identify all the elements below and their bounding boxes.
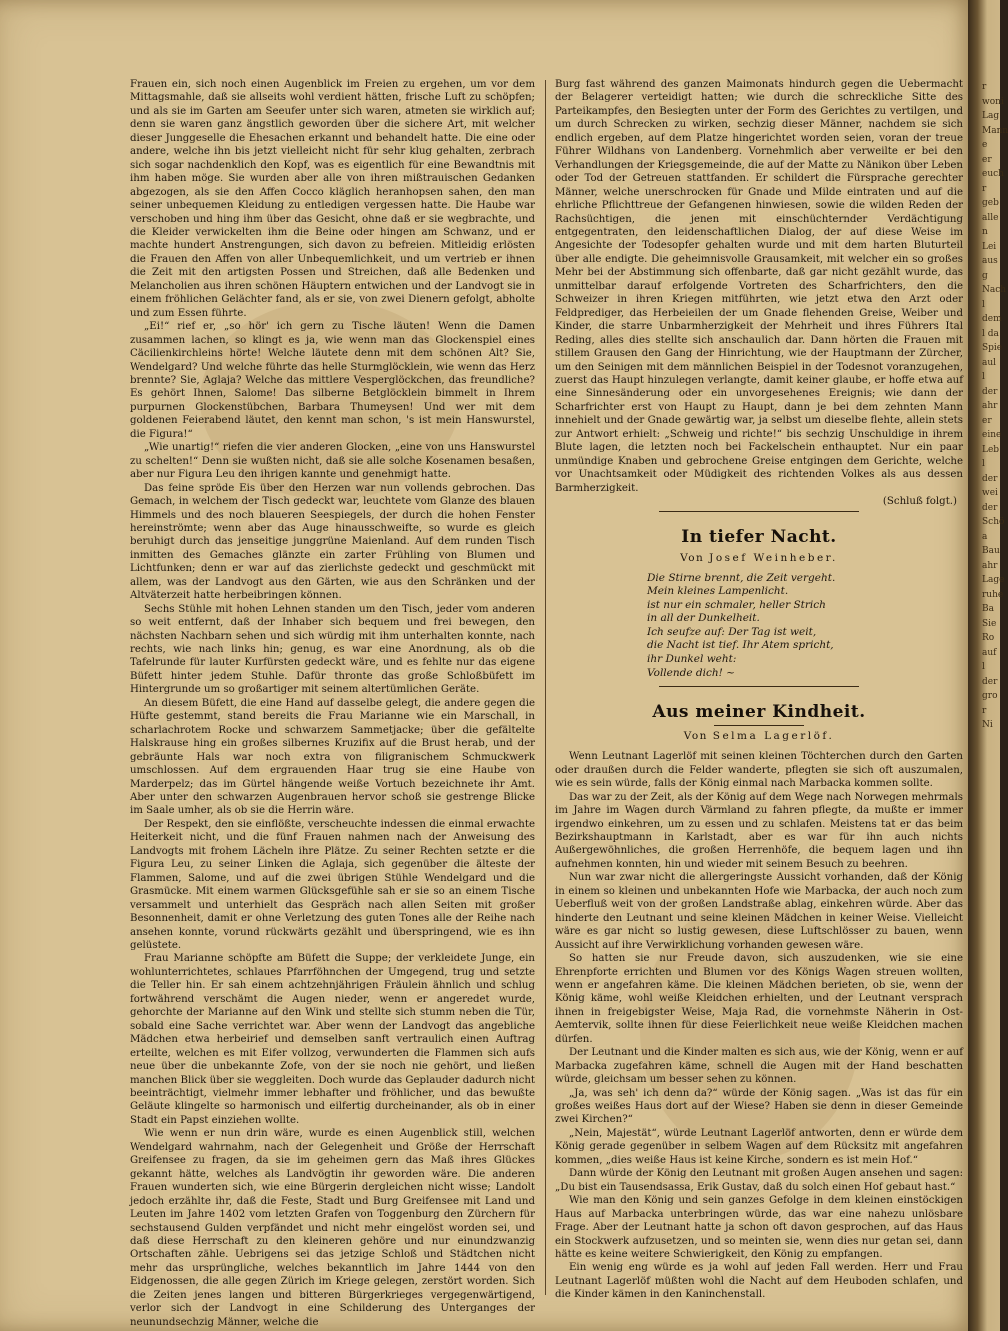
paragraph: Wenn Leutnant Lagerlöf mit seinen kleinen Töchterchen durch den Garten oder draußen durch die Felder wanderte, pflegten sie sich oft auszumalen, wie es sein würde, falls der König einmal nach Marbacka kommen sollte. — [555, 751, 963, 790]
paragraph: Nun war zwar nicht die allergeringste Aussicht vorhanden, daß der König in einem so kleinen und unbekannten Hofe wie Marbacka, der auch noch zum Ueberfluß weit von der großen Landstraße ablag, einkehren würde. Aber das hinderte den Leutnant und seine kleinen Mädchen in keiner Weise. Vielleicht wäre es gar nicht so lustig gewesen, diese Luftschlösser zu bauen, wenn Aussicht auf ihre Verwirklichung vorhanden gewesen wäre. — [555, 872, 963, 951]
poem-title: In tiefer Nacht. — [681, 526, 837, 547]
paragraph: „Wie unartig!“ riefen die vier anderen Glocken, „eine von uns Hanswurstel zu schelten!“ Denn sie wußten nicht, daß sie alle solche Kosenamen besaßen, aber nur Figura Leu den ihrigen kannte und genehmigt hatte. — [130, 442, 535, 481]
paragraph: Wie wenn er nun drin wäre, wurde es einen Augenblick still, welchen Wendelgard wahrnahm, nach der Gelegenheit und Größe der Herrschaft Greifensee zu fragen, da sie im geheimen gern das Maß ihres Glückes gekannt hätte, welches als Landvögtin ihr geworden wäre. Die anderen Frauen wunderten sich, wie eine Bürgerin dergleichen nicht wisse; Landolt jedoch erzählte ihr, daß die Feste, Stadt und Burg Greifensee mit Land und Leuten im Jahre 1402 vom letzten Grafen von Toggenburg den Zürchern für sechstausend Gulden verpfändet und nicht mehr eingelöst worden sei, und daß diese Herrschaft zu den kleineren gehöre und nur einundzwanzig Ortschaften zähle. Uebrigens sei das jetzige Schloß und Städtchen nicht mehr das ursprüngliche, welches bekanntlich im Jahre 1444 von den Eidgenossen, die alle gegen Zürich im Kriege gelegen, zerstört worden. Sich die Zeiten jenes langen und bitteren Bürgerkrieges vergegenwärtigend, verlor sich der Landvogt in eine Schilderung des Unterganges der neunundsechzig Männer, welche die — [130, 1128, 535, 1328]
paragraph: Dann würde der König den Leutnant mit großen Augen ansehen und sagen: „Du bist ein Tausendsassa, Erik Gustav, daß du solch einen Hof gebaut hast.“ — [555, 1168, 963, 1193]
fold-fragment: Mann — [982, 125, 1008, 136]
fold-fragment: ruhe — [982, 589, 1004, 600]
fold-fragment: auf — [982, 647, 997, 658]
poem-line: in all der Dunkelheit. — [647, 612, 760, 625]
fold-fragment: l da — [982, 328, 999, 339]
fold-fragment: woni — [982, 96, 1004, 107]
byline-prefix: Von — [683, 730, 708, 743]
fold-fragment: Bau — [982, 546, 1000, 556]
poem-line: Mein kleines Lampenlicht. — [647, 585, 789, 598]
article-byline — [555, 729, 963, 744]
continuation-note: (Schluß folgt.) — [882, 496, 957, 508]
fold-fragment: Sie — [982, 618, 997, 629]
fold-fragment: er — [982, 154, 992, 165]
fold-fragment: a — [982, 531, 988, 542]
poem-body — [647, 572, 963, 681]
fold-fragment: dem — [982, 314, 1002, 324]
fold-fragment: g — [982, 270, 988, 281]
fold-fragment: geb — [982, 198, 999, 208]
novel-continuation — [555, 78, 963, 495]
paragraph: „Ei!“ rief er, „so hör' ich gern zu Tische läuten! Wenn die Damen zusammen lachen, so klingt es ja, wie wenn man das Glockenspiel eines Cäcilienkirchleins hörte! Welche läutete denn mit dem schönen Alt? Sie, Wendelgard? Und welche führte das helle Sturmglöcklein, wie wenn das Herz brennte? Sie, Aglaja? Welche das mittlere Vesperglöckchen, das freundliche? Es gehört Ihnen, Salome! Das silberne Betglöcklein bimmelt in Ihrem purpurnen Glockenstübchen, Barbara Thumeysen! Und wer mit dem goldenen Feierabend läutet, den kennt man schon, 's ist mein Hanswurstel, die Figura!“ — [130, 321, 535, 440]
fold-fragment: alle — [982, 212, 999, 223]
fold-fragment: aul — [982, 357, 997, 368]
poem-author: Josef Weinheber. — [709, 551, 838, 564]
fold-fragment: l — [982, 299, 985, 310]
article-title: Aus meiner Kindheit. — [652, 702, 866, 723]
paragraph: Sechs Stühle mit hohen Lehnen standen um den Tisch, jeder vom anderen so weit entfernt, daß der Inhaber sich bequem und frei bewegen, den nächsten Nachbarn sehen und sich würdig mit ihm unterhalten konnte, nach rechts, wie nach links hin; genug, es war eine Anordnung, als ob die Tafelrunde für lauter Kurfürsten gedeckt wäre, und es fehlte nur das eigene Büfett hinter jedem Stuhle. Dafür thronte das große Schloßbüfett im Hintergrunde um so großartiger mit seinem altertümlichen Geräte. — [130, 603, 535, 696]
poem-line: ist nur ein schmaler, heller Strich — [647, 598, 826, 611]
fold-fragment: r — [982, 705, 987, 716]
paragraph: Frau Marianne schöpfte am Büfett die Suppe; der verkleidete Junge, ein wohlunterrichtetes, schlaues Pfarrföhnchen der Umgegend, trug und setzte die Teller hin. Er sah einem achtzehnjährigen Fräulein ähnlich und schlug fortwährend verschämt die Augen nieder, wenn er angeredet wurde, gehorchte der Marianne auf den Wink und stellte sich stumm neben die Tür, sobald eine Sache verrichtet war. Aber wenn der Landvogt das angebliche Mädchen etwa herbeirief und demselben sanft vertraulich einen Auftrag erteilte, welchen es mit Eifer vollzog, verwunderten die Flammen sich aufs neue über die unbekannte Zofe, von der sie noch nie gehört, und ließen manchen Blick über sie weggleiten. Doch wurde das Geplauder dadurch nicht beeinträchtigt, vielmehr immer lebhafter und fröhlicher, und das bewußte Geläute klingelte so harmonisch und eilfertig durcheinander, als ob in einer Stadt ein Papst einziehen wollte. — [130, 953, 535, 1126]
next-page-edge-text — [982, 80, 1008, 733]
fold-fragment: Schö — [982, 517, 1005, 527]
article-body — [555, 750, 963, 1302]
paragraph: Wie man den König und sein ganzes Gefolge in dem kleinen einstöckigen Haus auf Marbacka unterbringen würde, das war eine nahezu unlösbare Frage. Aber der Leutnant hatte ja schon oft davon gesprochen, auf das Haus ein Stockwerk aufzusetzen, und so meinten sie, wenn dies nur getan sei, dann hätte es keine weitere Schwierigkeit, den König zu empfangen. — [555, 1195, 963, 1261]
paragraph: So hatten sie nur Freude davon, sich auszudenken, wie sie eine Ehrenpforte errichten und Blumen vor des Königs Wagen streuen wollten, wenn er angefahren käme. Die kleinen Mädchen berieten, ob sie, wenn der König käme, wohl weiße Kleidchen erhielten, und der Leutnant versprach ihnen in freigebigster Weise, Maja Rad, die vornehmste Näherin in Ost-Aemtervik, sollte ihnen für diese Feierlichkeit neue weiße Kleidchen machen dürfen. — [555, 953, 963, 1045]
paragraph: Burg fast während des ganzen Maimonats hindurch gegen die Uebermacht der Belagerer verteidigt hatten; wie durch die schreckliche Sitte des Parteikampfes, den Besiegten unter der Form des Gerichtes zu vertilgen, und um durch Schrecken zu wirken, sechzig dieser Männer, nachdem sie sich endlich ergeben, auf dem Platze hingerichtet worden seien, voran der treue Führer Wildhans von Landenberg. Vornehmlich aber verweilte er bei den Verhandlungen der Kriegsgemeinde, die auf der Matte zu Nänikon über Leben oder Tod der Getreuen stattfanden. Er schildert die Fürsprache gerechter Männer, welche unerschrocken für Gnade und Milde eintraten und auf die ehrliche Pflichttreue der Gefangenen hinwiesen, sowie die wilden Reden der Rachsüchtigen, die jenen mit einschüchternder Verdächtigung entgegentraten, den leidenschaftlichen Dialog, der auf diese Weise im Angesichte der Todesopfer gehalten wurde und mit dem harten Bluturteil über alle endigte. Die geheimnisvolle Grausamkeit, mit welcher ein so großes Mehr bei der Abstimmung sich offenbarte, daß gar nicht gezählt wurde, das unmittelbar darauf erfolgende Vortreten des Scharfrichters, den die Schweizer in ihren Kriegen mitführten, wie jetzt etwa den Arzt oder Feldprediger, das Herbeieilen der um Gnade flehenden Greise, Weiber und Kinder, die starre Unbarmherzigkeit der Mehrheit und ihres Führers Ital Reding, alles dies stellte sich anschaulich dar. Dann hörten die Frauen mit stillem Grausen den Gang der Hinrichtung, wie der Hauptmann der Zürcher, um den Seinigen mit dem männlichen Beispiel in der Todesnot voranzugehen, zuerst das Haupt hinzulegen verlangte, damit keiner glaube, er hoffe etwa auf eine Sinnesänderung oder ein unvorgesehenes Ereignis; wie dann der Scharfrichter erst von Haupt zu Haupt, dann je bei dem zehnten Mann innehielt und der Gnade gewärtig war, ja selbst um dieselbe flehte, allein stets zur Antwort erhielt: „Schweig und richte!“ bis sechzig Unschuldige in ihrem Blute lagen, die letzten noch bei Fackelschein enthauptet. Nur ein paar unmündige Knaben und gebrochene Greise entgingen dem Gerichte, welche vor Unachtsamkeit oder Müdigkeit des richtenden Volkes als aus dessen Barmherzigkeit. — [555, 79, 963, 494]
fold-fragment: r — [982, 183, 987, 194]
fold-fragment: euch — [982, 169, 1004, 179]
paragraph: Das war zu der Zeit, als der König auf dem Wege nach Norwegen mehrmals im Jahre im Wagen durch Värmland zu fahren pflegte, da mußte er immer irgendwo einkehren, um zu essen und zu schlafen. Meistens tat er das beim Bezirkshauptmann in Karlstadt, aber es war für ihn auch nichts Außergewöhnliches, die großen Herrenhöfe, die bequem lagen und ihn aufnehmen konnten, hin und wieder mit seinem Besuch zu beehren. — [555, 791, 963, 870]
paragraph: Das feine spröde Eis über den Herzen war nun vollends gebrochen. Das Gemach, in welchem der Tisch gedeckt war, leuchtete vom Glanze des blauen Himmels und des noch blaueren Seespiegels, der durch die hohen Fenster hereinströmte; wenn aber das Auge hinausschweifte, so wurde es gleich beruhigt durch das jenseitige junggrüne Maienland. Auf dem runden Tisch inmitten des Gemaches glänzte ein zarter Frühling von Blumen und Lichtfunken; denn er war auf das zierlichste gedeckt und geschmückt mit allem, was der Landvogt aus den Gärten, wie aus den Schränken und der Altväterzeit hatte herbeibringen können. — [130, 482, 535, 602]
fold-fragment: Leb — [982, 444, 1000, 455]
article-author: Selma Lagerlöf. — [712, 730, 835, 743]
fold-fragment: Ba — [982, 604, 994, 614]
fold-fragment: er — [982, 415, 992, 426]
fold-fragment: eine — [982, 430, 1002, 440]
fold-fragment: aus — [982, 256, 998, 266]
fold-fragment: der — [982, 473, 998, 484]
fold-fragment: der — [982, 502, 998, 513]
fold-fragment: l — [982, 372, 985, 382]
paragraph: An diesem Büfett, die eine Hand auf dasselbe gelegt, die andere gegen die Hüfte gestemmt, stand bereits die Frau Marianne wie ein Marschall, in scharlachrotem Rocke und schwarzem Sammetjacke; über die gefältelte Halskrause hing ein großes silbernes Kruzifix auf die Brust herab, und der gebräunte Hals war noch extra von filigranischem Schmuckwerk umschlossen. Auf dem ergrauenden Haar trug sie eine Haube von Marderpelz; das im Gürtel hängende weiße Vortuch bezeichnete ihr Amt. Aber unter den schwarzen Augenbrauen hervor schoß sie gestrenge Blicke im Saale umher, als ob sie die Herrin wäre. — [130, 697, 535, 817]
fold-fragment: der — [982, 386, 998, 397]
paragraph: „Nein, Majestät“, würde Leutnant Lagerlöf antworten, denn er würde dem König gerade gegenüber in selbem Wagen auf dem Rücksitz mit angefahren kommen, „dies weiße Haus ist keine Kirche, sondern es ist mein Hof.“ — [555, 1127, 963, 1166]
fold-fragment: gro — [982, 691, 998, 701]
fold-fragment: Ro — [982, 633, 995, 643]
paragraph: Der Leutnant und die Kinder malten es sich aus, wie der König, wenn er auf Marbacka zugefahren käme, schnell die Augen mit der Hand beschatten würde, gleichsam um besser sehen zu können. — [555, 1047, 963, 1086]
fold-fragment: wei — [982, 488, 998, 498]
poem-byline — [555, 551, 963, 566]
right-column — [555, 78, 963, 1302]
separator-rule — [659, 686, 859, 687]
separator-rule — [659, 511, 859, 512]
fold-fragment: l — [982, 459, 985, 469]
paragraph: „Ja, was seh' ich denn da?“ würde der König sagen. „Was ist das für ein großes weißes Haus dort auf der Wiese? Haben sie denn in dieser Gemeinde zwei Kirchen?“ — [555, 1087, 963, 1126]
poem-line: Vollende dich! ~ — [647, 666, 735, 679]
page-gutter-fold — [968, 0, 1008, 1331]
column-divider — [545, 80, 546, 1295]
paragraph: Frauen ein, sich noch einen Augenblick im Freien zu ergehen, um vor dem Mittagsmahle, daß sie allseits wohl verdient hätten, frische Luft zu schöpfen; und als sie im Garten am Seeufer unter sich waren, atmeten sie wirklich auf; denn sie waren ganz ängstlich geworden über die sichere Art, mit welcher dieser Junggeselle die Ehesachen erkannt und behandelt hatte. Die eine oder andere, welche ihn bis jetzt vielleicht nicht für sehr klug gehalten, zerbrach sich sogar nachdenklich den Kopf, was es eigentlich für eine Bewandtnis mit ihm haben möge. Sie wurden aber alle von ihren mißtrauischen Gedanken abgezogen, als sie den Affen Cocco kläglich heranhopsen sahen, den man seiner unbequemen Kleidung zu entledigen vergessen hatte. Die Haube war verschoben und hing ihm über das Gesicht, ohne daß er sie wegbrachte, und die Kleider verwickelten ihm die Beine oder hingen am Schwanz, und er machte hundert Anstrengungen, sich davon zu befreien. Mitleidig erlösten die Frauen den Affen von aller Unbequemlichkeit, und um vertrieb er ihnen die Zeit mit den artigsten Possen und Streichen, daß alle Bedenken und Melancholien aus ihren schönen Häuptern entwichen und der Landvogt sie in einem fröhlichen Gelächter fand, als er sie, von zwei Dienern gefolgt, abholte und zum Essen führte. — [130, 79, 535, 319]
fold-fragment: r — [982, 82, 987, 92]
fold-fragment: Lage — [982, 575, 1005, 585]
paragraph: Der Respekt, den sie einflößte, verscheuchte indessen die einmal erwachte Heiterkeit nicht, und die fünf Frauen nahmen nach der Anweisung des Landvogts mit frohem Lächeln ihre Plätze. Zu seiner Rechten setzte er die Figura Leu, zu seiner Linken die Aglaja, sich gegenüber die älteste der Flammen, Salome, und auf die zwei übrigen Stühle Wendelgard und die Grasmücke. Mit einem warmen Glücksgefühle sah er sie so an einem Tische versammelt und unterhielt das Gespräch nach allen Seiten mit großer Besonnenheit, damit er ohne Verletzung des guten Tones alle der Reihe nach ansehen konnte, vorund rückwärts gezählt und überspringend, wie es ihn gelüstete. — [130, 818, 535, 951]
fold-fragment: Lag — [982, 111, 1000, 121]
fold-fragment: ahr — [982, 560, 998, 571]
poem-line: Die Stirne brennt, die Zeit vergeht. — [647, 571, 836, 584]
fold-fragment: l — [982, 662, 985, 672]
poem-line: ihr Dunkel weht: — [647, 653, 737, 666]
fold-fragment: Ni — [982, 720, 993, 730]
fold-fragment: Lei — [982, 241, 997, 252]
title-underline — [714, 725, 804, 726]
fold-fragment: der — [982, 676, 998, 687]
fold-fragment: n — [982, 227, 988, 237]
poem-line: Ich seufze auf: Der Tag ist weit, — [647, 625, 817, 638]
poem-line: die Nacht ist tief. Ihr Atem spricht, — [647, 639, 834, 652]
fold-fragment: e — [982, 140, 988, 150]
fold-fragment: Spie — [982, 343, 1003, 353]
fold-fragment: ahr — [982, 401, 998, 411]
left-column — [130, 78, 535, 1329]
fold-fragment: Nach — [982, 285, 1007, 295]
byline-prefix: Von — [680, 551, 705, 564]
paragraph: Ein wenig eng würde es ja wohl auf jeden Fall werden. Herr und Frau Leutnant Lagerlöf müßten wohl die Nacht auf dem Heuboden schlafen, und die Kinder kämen in den Kaninchenstall. — [555, 1262, 963, 1301]
